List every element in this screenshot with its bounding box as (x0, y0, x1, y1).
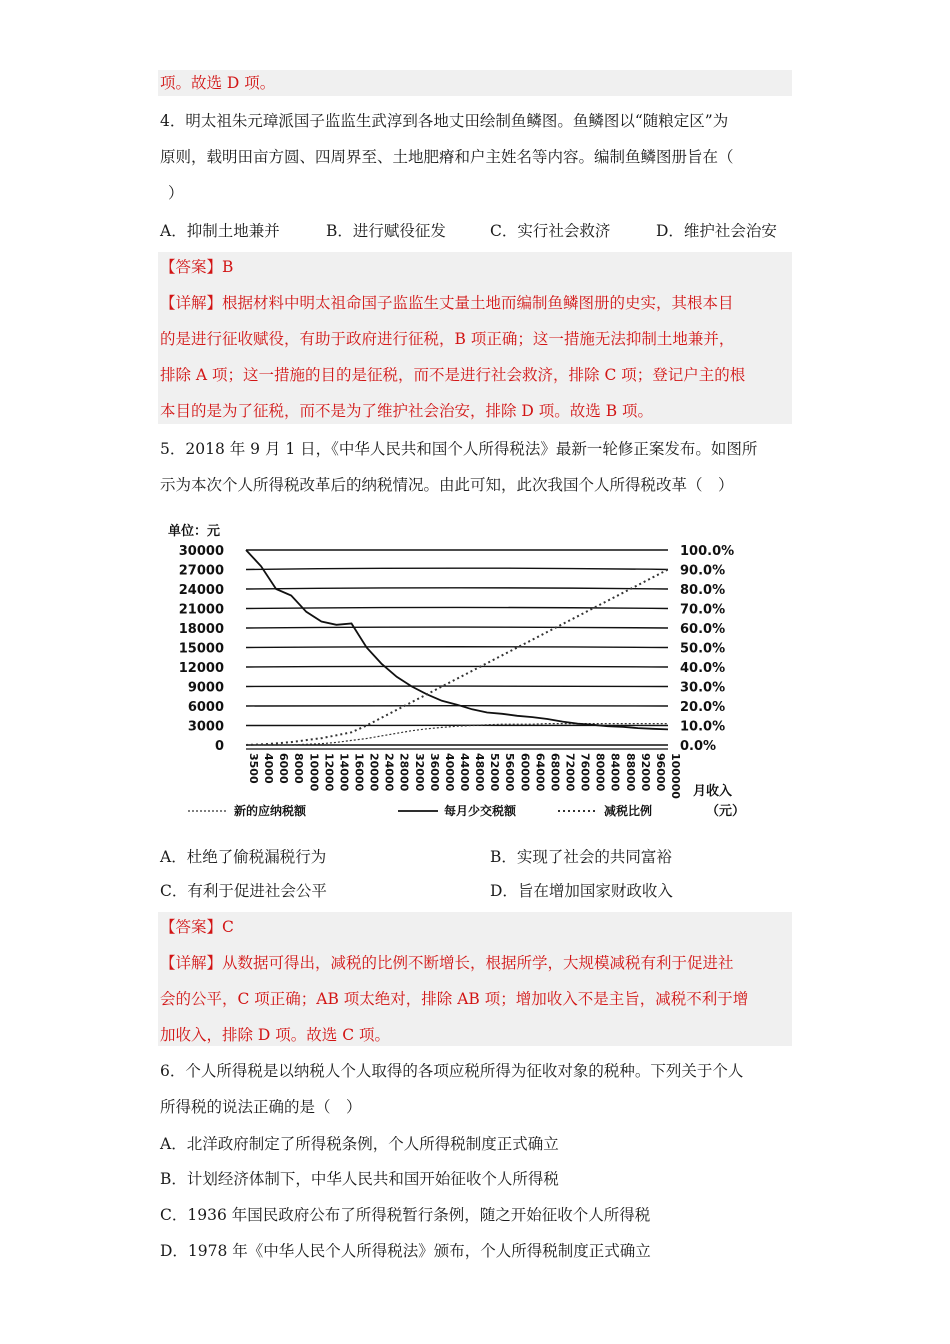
chart-x-tick: 52000 (488, 753, 502, 792)
q5-option-a: A．杜绝了偷税漏税行为 (160, 848, 327, 866)
q4-option-c: C．实行社会救济 (490, 222, 611, 240)
chart-gridline (246, 647, 668, 648)
chart-y-right-tick: 30.0% (680, 680, 726, 696)
chart-gridline (246, 568, 668, 569)
chart-legend (188, 803, 652, 818)
tax-reform-chart (158, 505, 758, 835)
q5-option-d: D．旨在增加国家财政收入 (490, 882, 673, 900)
chart-gridline (246, 588, 668, 589)
q6-option-c: C．1936 年国民政府公布了所得税暂行条例，随之开始征收个人所得税 (160, 1206, 651, 1224)
q4-option-b: B．进行赋役征发 (326, 222, 446, 240)
chart-y-right-tick: 90.0% (680, 563, 726, 579)
chart-x-tick: 28000 (397, 753, 411, 792)
q4-detail-line-3: 排除 A 项；这一措施的目的是征税，而不是进行社会救济，排除 C 项；登记户主的根 (160, 366, 746, 384)
chart-x-tick: 6000 (277, 753, 291, 784)
q4-stem-line-2: 原则，载明田亩方圆、四周界至、土地肥瘠和户主姓名等内容。编制鱼鳞图册旨在（ (160, 148, 734, 166)
chart-x-tick: 24000 (382, 753, 396, 792)
chart-x-tick: 44000 (458, 753, 471, 792)
chart-y-left-ticks (179, 544, 224, 754)
q4-detail-line-4: 本目的是为了征税，而不是为了维护社会治安，排除 D 项。故选 B 项。 (160, 402, 654, 420)
q5-detail-line-2: 会的公平，C 项正确；AB 项太绝对，排除 AB 项；增加收入不是主旨，减税不利于增 (160, 990, 749, 1008)
chart-y-left-tick: 27000 (178, 563, 224, 579)
chart-y-left-tick: 6000 (187, 700, 224, 715)
chart-x-tick: 100000 (669, 753, 682, 799)
chart-gridline (246, 627, 668, 628)
chart-y-left-tick: 9000 (187, 680, 224, 696)
chart-y-left-tick: 12000 (178, 661, 224, 676)
chart-y-right-tick: 50.0% (680, 641, 726, 657)
chart-legend-label: 新的应纳税额 (234, 804, 307, 818)
chart-series-line-2 (246, 550, 668, 729)
q5-detail-text-1: 从数据可得出，减税的比例不断增长，根据所学，大规模减税有利于促进社 (222, 954, 734, 972)
chart-x-tick: 60000 (518, 753, 532, 792)
chart-y-right-tick: 20.0% (680, 700, 726, 715)
chart-y-right-tick: 80.0% (680, 583, 726, 598)
chart-gridline (246, 666, 668, 667)
chart-x-tick: 3500 (247, 753, 260, 784)
chart-x-tick: 88000 (623, 753, 637, 792)
chart-y-left-tick: 15000 (178, 641, 224, 657)
chart-x-tick: 76000 (578, 753, 592, 792)
q5-detail-label: 【详解】 (160, 954, 223, 972)
chart-x-tick: 64000 (533, 753, 547, 792)
chart-y-right-tick: 70.0% (680, 602, 726, 618)
chart-x-tick: 20000 (367, 753, 381, 792)
chart-y-left-tick: 0 (214, 739, 224, 754)
chart-unit-label: 单位：元 (168, 524, 221, 539)
chart-x-tick: 84000 (608, 753, 622, 792)
chart-x-tick: 8000 (292, 753, 306, 784)
chart-x-tick: 48000 (473, 753, 487, 792)
prev-answer-tail: 项。故选 D 项。 (160, 74, 276, 92)
q4-option-a: A．抑制土地兼并 (160, 222, 280, 240)
chart-x-tick: 12000 (322, 753, 336, 792)
q5-detail-line-1 (160, 952, 790, 974)
chart-x-tick: 80000 (593, 753, 607, 792)
q4-detail-line-2: 的是进行征收赋役，有助于政府进行征税，B 项正确；这一措施无法抑制土地兼并， (160, 330, 735, 348)
q6-option-b: B．计划经济体制下，中华人民共和国开始征收个人所得税 (160, 1170, 559, 1188)
chart-y-right-ticks (680, 544, 734, 754)
chart-x-label-top: 月收入 (693, 784, 733, 799)
chart-y-right-tick: 0.0% (680, 739, 717, 754)
chart-x-label-bottom: （元） (706, 804, 746, 819)
q4-stem-line-3: ） (168, 184, 184, 202)
q6-option-d: D．1978 年《中华人民个人所得税法》颁布，个人所得税制度正式确立 (160, 1242, 651, 1260)
chart-y-left-tick: 3000 (187, 719, 224, 735)
q6-stem-line-2: 所得税的说法正确的是（ ） (160, 1098, 362, 1116)
chart-y-left-tick: 30000 (178, 544, 224, 559)
q5-stem-line-2: 示为本次个人所得税改革后的纳税情况。由此可知，此次我国个人所得税改革（ ） (160, 476, 734, 494)
chart-legend-label: 减税比例 (604, 804, 653, 818)
chart-series-line-3 (246, 570, 668, 746)
chart-x-tick: 14000 (337, 753, 351, 792)
chart-y-left-tick: 24000 (178, 583, 224, 598)
chart-y-right-tick: 40.0% (680, 661, 726, 676)
chart-x-tick: 4000 (262, 753, 276, 784)
q4-detail-line-1 (160, 292, 790, 314)
q5-option-b: B．实现了社会的共同富裕 (490, 848, 672, 866)
q5-detail-line-3: 加收入，排除 D 项。故选 C 项。 (160, 1026, 390, 1044)
q6-option-a: A．北洋政府制定了所得税条例，个人所得税制度正式确立 (160, 1135, 559, 1153)
q4-stem-line-1: 4．明太祖朱元璋派国子监监生武淳到各地丈田绘制鱼鳞图。鱼鳞图以“随粮定区”为 (160, 112, 729, 130)
chart-x-tick: 96000 (653, 753, 667, 792)
chart-x-tick: 72000 (563, 753, 577, 792)
chart-y-left-tick: 21000 (178, 602, 224, 618)
chart-x-tick: 10000 (307, 753, 321, 792)
q4-detail-label: 【详解】 (160, 294, 223, 312)
chart-y-right-tick: 100.0% (680, 544, 735, 559)
chart-y-right-tick: 10.0% (680, 719, 726, 735)
chart-x-tick: 36000 (427, 753, 441, 792)
q5-option-c: C．有利于促进社会公平 (160, 882, 327, 900)
chart-x-tick: 16000 (352, 753, 366, 792)
q5-stem-line-1: 5．2018 年 9 月 1 日，《中华人民共和国个人所得税法》最新一轮修正案发布。如图所 (160, 440, 758, 458)
chart-x-tick: 32000 (412, 753, 426, 792)
q4-answer: 【答案】B (160, 258, 234, 276)
chart-gridline (246, 607, 668, 608)
chart-gridlines (168, 523, 668, 749)
chart-x-tick: 92000 (638, 753, 652, 792)
chart-y-left-tick: 18000 (178, 622, 224, 637)
q5-answer: 【答案】C (160, 918, 234, 936)
q4-detail-text-1: 根据材料中明太祖命国子监监生丈量土地而编制鱼鳞图册的史实，其根本目 (222, 294, 734, 312)
chart-y-right-tick: 60.0% (680, 622, 726, 637)
chart-x-tick: 68000 (548, 753, 562, 792)
chart-x-tick: 40000 (442, 753, 456, 792)
chart-x-tick: 56000 (503, 753, 517, 792)
q6-stem-line-1: 6．个人所得税是以纳税人个人取得的各项应税所得为征收对象的税种。下列关于个人 (160, 1062, 744, 1080)
q4-option-d: D．维护社会治安 (656, 222, 777, 240)
chart-legend-label: 每月少交税额 (444, 804, 517, 818)
